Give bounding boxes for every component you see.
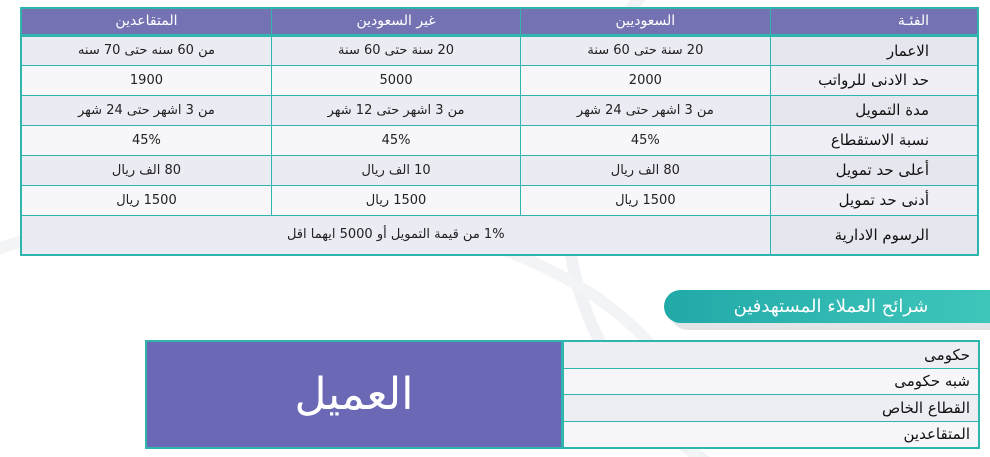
table-cell: من 3 اشهر حتى 12 شهر bbox=[271, 95, 520, 125]
row-label: الرسوم الادارية bbox=[770, 215, 978, 255]
table-row bbox=[21, 35, 978, 65]
header-retirees: المتقاعدين bbox=[21, 8, 271, 35]
table-row bbox=[21, 65, 978, 95]
table-cell: 5000 bbox=[271, 65, 520, 95]
table-cell: 1500 ريال bbox=[21, 185, 271, 215]
table-cell: 45% bbox=[271, 125, 520, 155]
table-row bbox=[21, 95, 978, 125]
row-label: مدة التمويل bbox=[770, 95, 978, 125]
table-header-row bbox=[21, 8, 978, 35]
table-cell: 45% bbox=[521, 125, 770, 155]
table-cell: 10 الف ريال bbox=[271, 155, 520, 185]
fees-value: 1% من قيمة التمويل أو 5000 ايهما اقل bbox=[21, 215, 770, 255]
row-label: الاعمار bbox=[770, 35, 978, 65]
table-row bbox=[21, 185, 978, 215]
row-label: حد الادنى للرواتب bbox=[770, 65, 978, 95]
table-cell: 45% bbox=[21, 125, 271, 155]
list-item: حكومى bbox=[564, 342, 978, 369]
table-cell: 1500 ريال bbox=[521, 185, 770, 215]
row-label: أدنى حد تمويل bbox=[770, 185, 978, 215]
list-item: القطاع الخاص bbox=[564, 395, 978, 422]
list-item: المتقاعدين bbox=[564, 422, 978, 448]
header-non-saudis: غير السعودين bbox=[271, 8, 520, 35]
table-cell: 80 الف ريال bbox=[21, 155, 271, 185]
table-cell: 80 الف ريال bbox=[521, 155, 770, 185]
section-title: شرائح العملاء المستهدفين bbox=[664, 290, 990, 323]
table-cell: 2000 bbox=[521, 65, 770, 95]
table-cell: 1500 ريال bbox=[271, 185, 520, 215]
table-cell: 20 سنة حتى 60 سنة bbox=[271, 35, 520, 65]
table-cell: من 60 سنه حتى 70 سنه bbox=[21, 35, 271, 65]
table-cell: من 3 اشهر حتى 24 شهر bbox=[521, 95, 770, 125]
table-cell: 20 سنة حتى 60 سنة bbox=[521, 35, 770, 65]
row-label: نسبة الاستقطاع bbox=[770, 125, 978, 155]
list-item: شبه حكومى bbox=[564, 369, 978, 396]
header-category: الفئـة bbox=[770, 8, 978, 35]
table-row-fees bbox=[21, 215, 978, 255]
table-row bbox=[21, 125, 978, 155]
segment-list bbox=[562, 340, 980, 449]
table-cell: 1900 bbox=[21, 65, 271, 95]
header-saudis: السعوديين bbox=[521, 8, 770, 35]
financing-table bbox=[20, 7, 979, 256]
table-row bbox=[21, 155, 978, 185]
table-cell: من 3 اشهر حتى 24 شهر bbox=[21, 95, 271, 125]
row-label: أعلى حد تمويل bbox=[770, 155, 978, 185]
client-box: العميل bbox=[145, 340, 563, 449]
